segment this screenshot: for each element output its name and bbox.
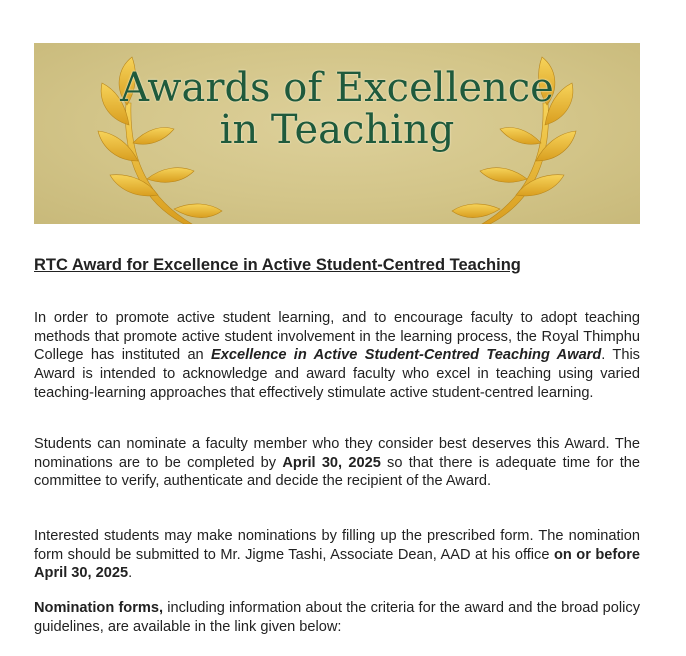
paragraph-intro — [34, 309, 640, 403]
award-name: Excellence in Active Student-Centred Teaching Award — [211, 347, 602, 364]
section-heading: RTC Award for Excellence in Active Student-Centred Teaching — [34, 256, 521, 274]
awards-banner — [34, 43, 640, 224]
submission-text-1: Interested students may make nominations by filling up the prescribed form. The nomination form should be submitted to Mr. Jigme Tashi, Associate Dean, AAD at his office — [34, 528, 640, 563]
intro-text-1: In order to promote active student learning, and to encourage faculty to adopt teaching methods that promote active student involvement in the learning process, the Royal Thimphu College has instituted an — [34, 310, 640, 364]
banner-title-line-2: in Teaching — [219, 107, 455, 153]
nominate-text-1: Students can nominate a faculty member who they consider best deserves this Award. The nominations are to be completed by — [34, 436, 640, 471]
forms-text: including information about the criteria for the award and the broad policy guidelines, are available in the link given below: — [34, 600, 640, 635]
submission-deadline: on or before April 30, 2025 — [34, 546, 640, 582]
paragraph-forms — [34, 599, 640, 636]
submission-text-2: . — [128, 565, 133, 582]
intro-text-2: . This Award is intended to acknowledge and award faculty who excel in teaching using varied teaching-learning approaches that effectively stimulate active student-centred learning. — [34, 347, 640, 401]
nominate-text-2: so that there is adequate time for the committee to verify, authenticate and decide the recipient of the Award. — [34, 454, 640, 490]
paragraph-nominate — [34, 435, 640, 491]
paragraph-submission — [34, 527, 640, 583]
nomination-forms-label: Nomination forms, — [34, 600, 164, 616]
banner-title-line-1: Awards of Excellence — [120, 65, 554, 111]
nomination-deadline: April 30, 2025 — [282, 454, 381, 471]
